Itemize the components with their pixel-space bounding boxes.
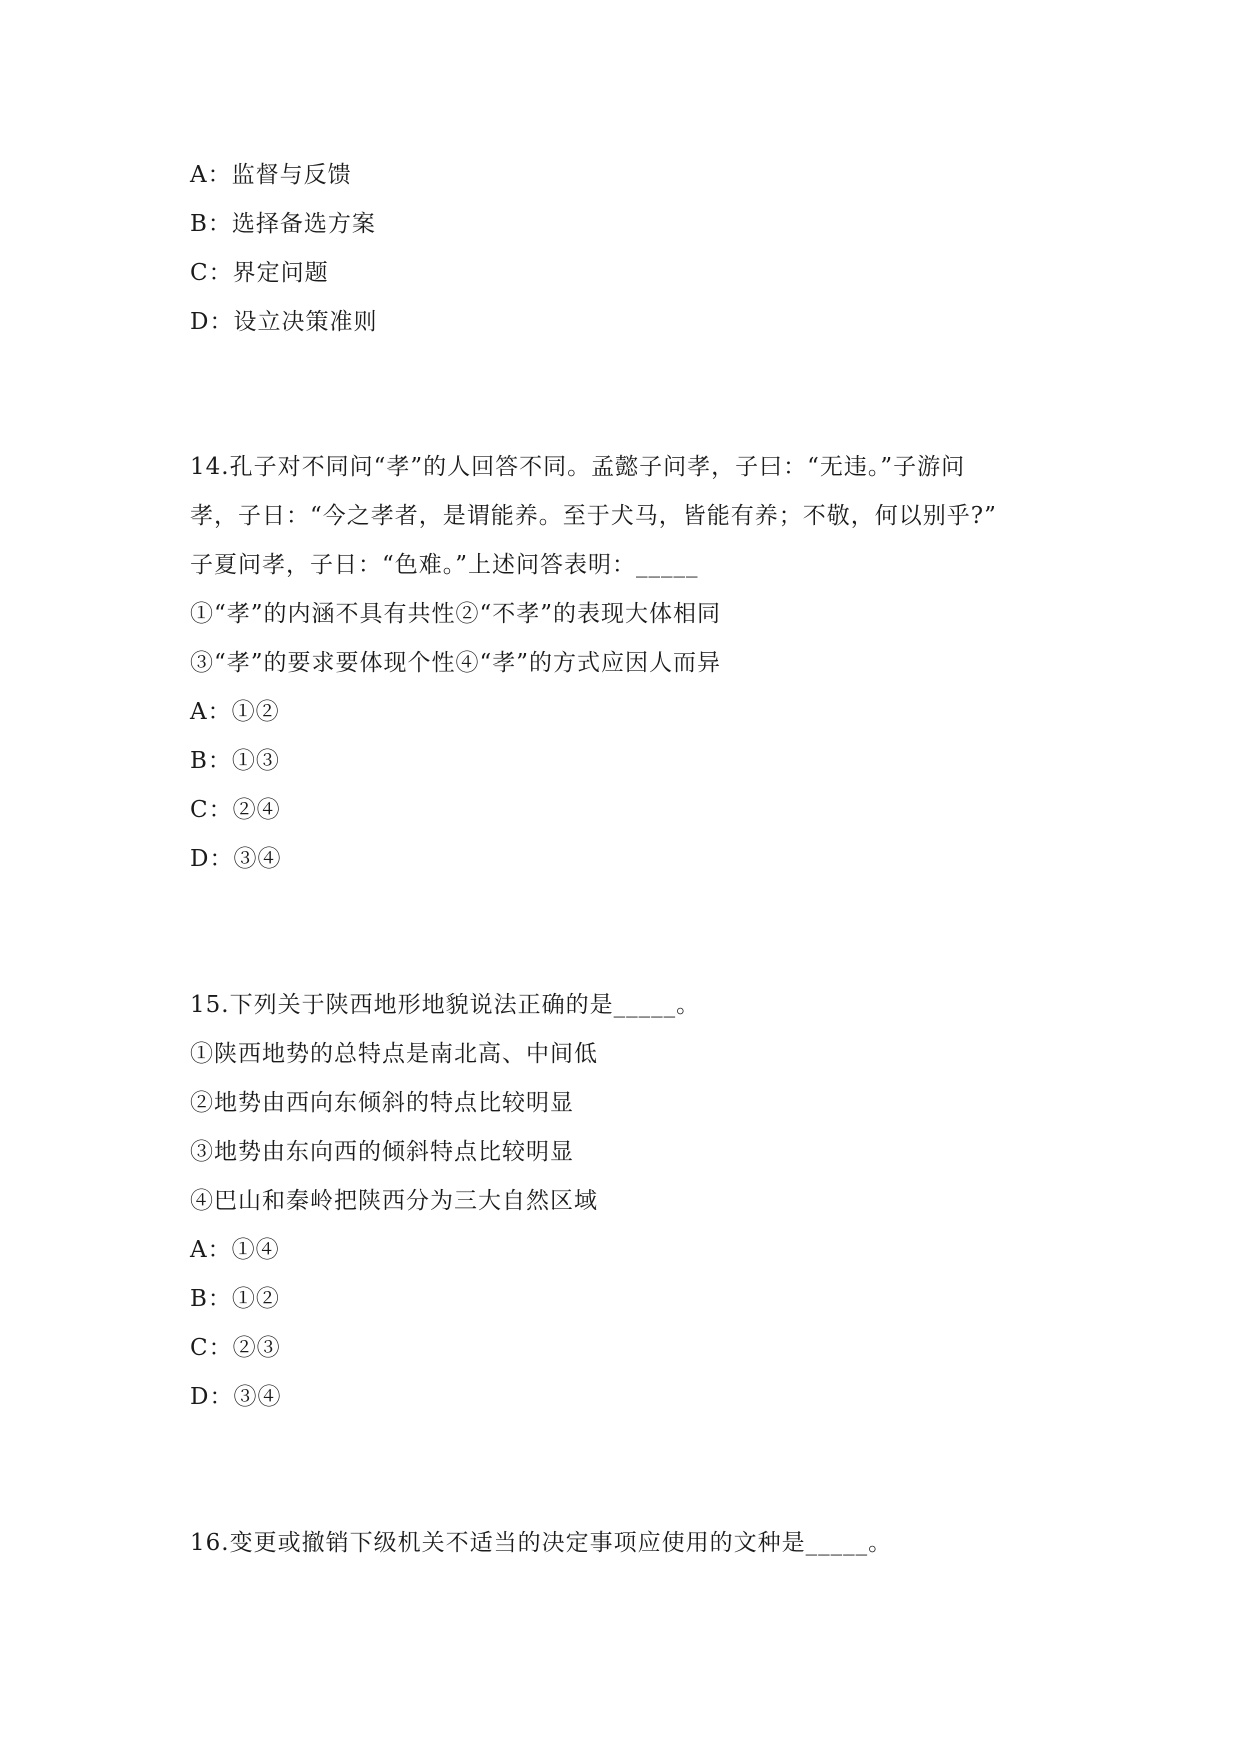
q13-option-a: A：监督与反馈 [190, 162, 352, 188]
q14-statement-1: ①“孝”的内涵不具有共性②“不孝”的表现大体相同 [190, 601, 722, 627]
q15-option-c: C：②③ [190, 1335, 281, 1361]
q15-statement-3: ③地势由东向西的倾斜特点比较明显 [190, 1139, 574, 1165]
q14-stem-line-3: 子夏问孝，子日：“色难。”上述问答表明：_____ [190, 552, 699, 578]
q13-option-d: D：设立决策准则 [190, 309, 378, 335]
q15-statement-1: ①陕西地势的总特点是南北高、中间低 [190, 1041, 598, 1067]
q14-option-b: B：①③ [190, 748, 280, 774]
q15-statement-2: ②地势由西向东倾斜的特点比较明显 [190, 1090, 574, 1116]
q14-option-a: A：①② [190, 699, 280, 725]
q15-stem: 15.下列关于陕西地形地貌说法正确的是_____。 [190, 992, 701, 1018]
q15-option-b: B：①② [190, 1286, 280, 1312]
q13-option-c: C：界定问题 [190, 260, 329, 286]
q14-stem-line-2: 孝，子日：“今之孝者，是谓能养。至于犬马，皆能有养；不敬，何以别乎?” [190, 503, 997, 529]
q14-option-c: C：②④ [190, 797, 281, 823]
q16-stem: 16.变更或撤销下级机关不适当的决定事项应使用的文种是_____。 [190, 1530, 893, 1556]
q15-option-d: D：③④ [190, 1384, 282, 1410]
q13-option-b: B：选择备选方案 [190, 211, 376, 237]
q14-option-d: D：③④ [190, 846, 282, 872]
q15-option-a: A：①④ [190, 1237, 280, 1263]
q14-stem-line-1: 14.孔子对不同问“孝”的人回答不同。孟懿子问孝，子曰：“无违。”子游问 [190, 454, 966, 480]
q15-statement-4: ④巴山和秦岭把陕西分为三大自然区域 [190, 1188, 598, 1214]
q14-statement-2: ③“孝”的要求要体现个性④“孝”的方式应因人而异 [190, 650, 722, 676]
